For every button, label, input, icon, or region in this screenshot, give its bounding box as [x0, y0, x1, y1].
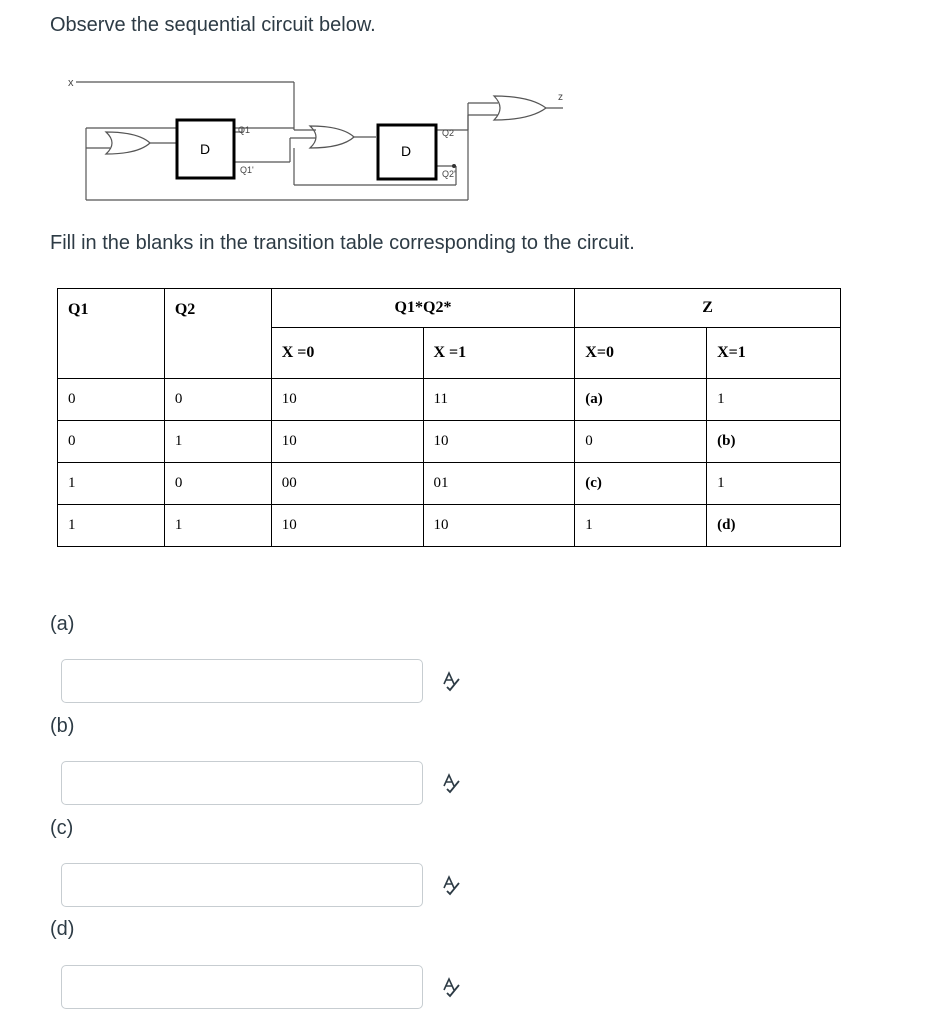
question-intro: Observe the sequential circuit below. — [50, 14, 376, 36]
header-next-state: Q1*Q2* — [271, 289, 575, 328]
question-instruction: Fill in the blanks in the transition table corresponding to the circuit. — [50, 232, 635, 254]
answer-input-b[interactable] — [61, 761, 423, 805]
spellcheck-icon[interactable] — [440, 976, 462, 998]
table-header-row — [58, 289, 841, 328]
subheader-next-x1: X =1 — [423, 328, 575, 379]
subheader-z-x0: X=0 — [575, 328, 707, 379]
cell-next-x0: 10 — [271, 379, 423, 421]
subheader-z-x1: X=1 — [707, 328, 841, 379]
answer-input-d[interactable] — [61, 965, 423, 1009]
table-row — [58, 421, 841, 463]
q2-bar-label: Q2' — [442, 169, 456, 179]
cell-z-x0: (a) — [575, 379, 707, 421]
header-z: Z — [575, 289, 841, 328]
answer-label-b: (b) — [50, 715, 75, 737]
circuit-output-label: z — [558, 92, 563, 103]
cell-z-x0: (c) — [575, 463, 707, 505]
cell-z-x1: (d) — [707, 505, 841, 547]
cell-z-x1: 1 — [707, 463, 841, 505]
table-row — [58, 505, 841, 547]
answer-label-a: (a) — [50, 613, 75, 635]
q2-label: Q2 — [442, 128, 455, 138]
flip-flop-2-label: D — [401, 143, 412, 159]
answer-label-c: (c) — [50, 817, 74, 839]
cell-next-x0: 10 — [271, 421, 423, 463]
cell-q2: 1 — [164, 421, 271, 463]
cell-next-x0: 00 — [271, 463, 423, 505]
transition-table — [57, 288, 841, 547]
cell-z-x0: 0 — [575, 421, 707, 463]
answer-input-c[interactable] — [61, 863, 423, 907]
header-q2: Q2 — [164, 289, 271, 379]
cell-q2: 0 — [164, 463, 271, 505]
table-row — [58, 379, 841, 421]
spellcheck-icon[interactable] — [440, 772, 462, 794]
cell-next-x1: 11 — [423, 379, 575, 421]
cell-q1: 0 — [58, 379, 165, 421]
circuit-diagram — [58, 70, 578, 210]
cell-next-x1: 10 — [423, 505, 575, 547]
q1-label: Q1 — [238, 125, 251, 135]
table-row — [58, 463, 841, 505]
subheader-next-x0: X =0 — [271, 328, 423, 379]
cell-q1: 1 — [58, 505, 165, 547]
cell-q1: 0 — [58, 421, 165, 463]
flip-flop-1-label: D — [200, 141, 211, 157]
spellcheck-icon[interactable] — [440, 874, 462, 896]
cell-q2: 1 — [164, 505, 271, 547]
cell-next-x1: 10 — [423, 421, 575, 463]
circuit-input-label: x — [68, 77, 74, 89]
cell-next-x1: 01 — [423, 463, 575, 505]
spellcheck-icon[interactable] — [440, 670, 462, 692]
cell-z-x0: 1 — [575, 505, 707, 547]
cell-z-x1: 1 — [707, 379, 841, 421]
cell-q2: 0 — [164, 379, 271, 421]
cell-next-x0: 10 — [271, 505, 423, 547]
cell-z-x1: (b) — [707, 421, 841, 463]
cell-q1: 1 — [58, 463, 165, 505]
header-q1: Q1 — [58, 289, 165, 379]
q1-bar-label: Q1' — [240, 165, 254, 175]
answer-input-a[interactable] — [61, 659, 423, 703]
answer-label-d: (d) — [50, 918, 75, 940]
